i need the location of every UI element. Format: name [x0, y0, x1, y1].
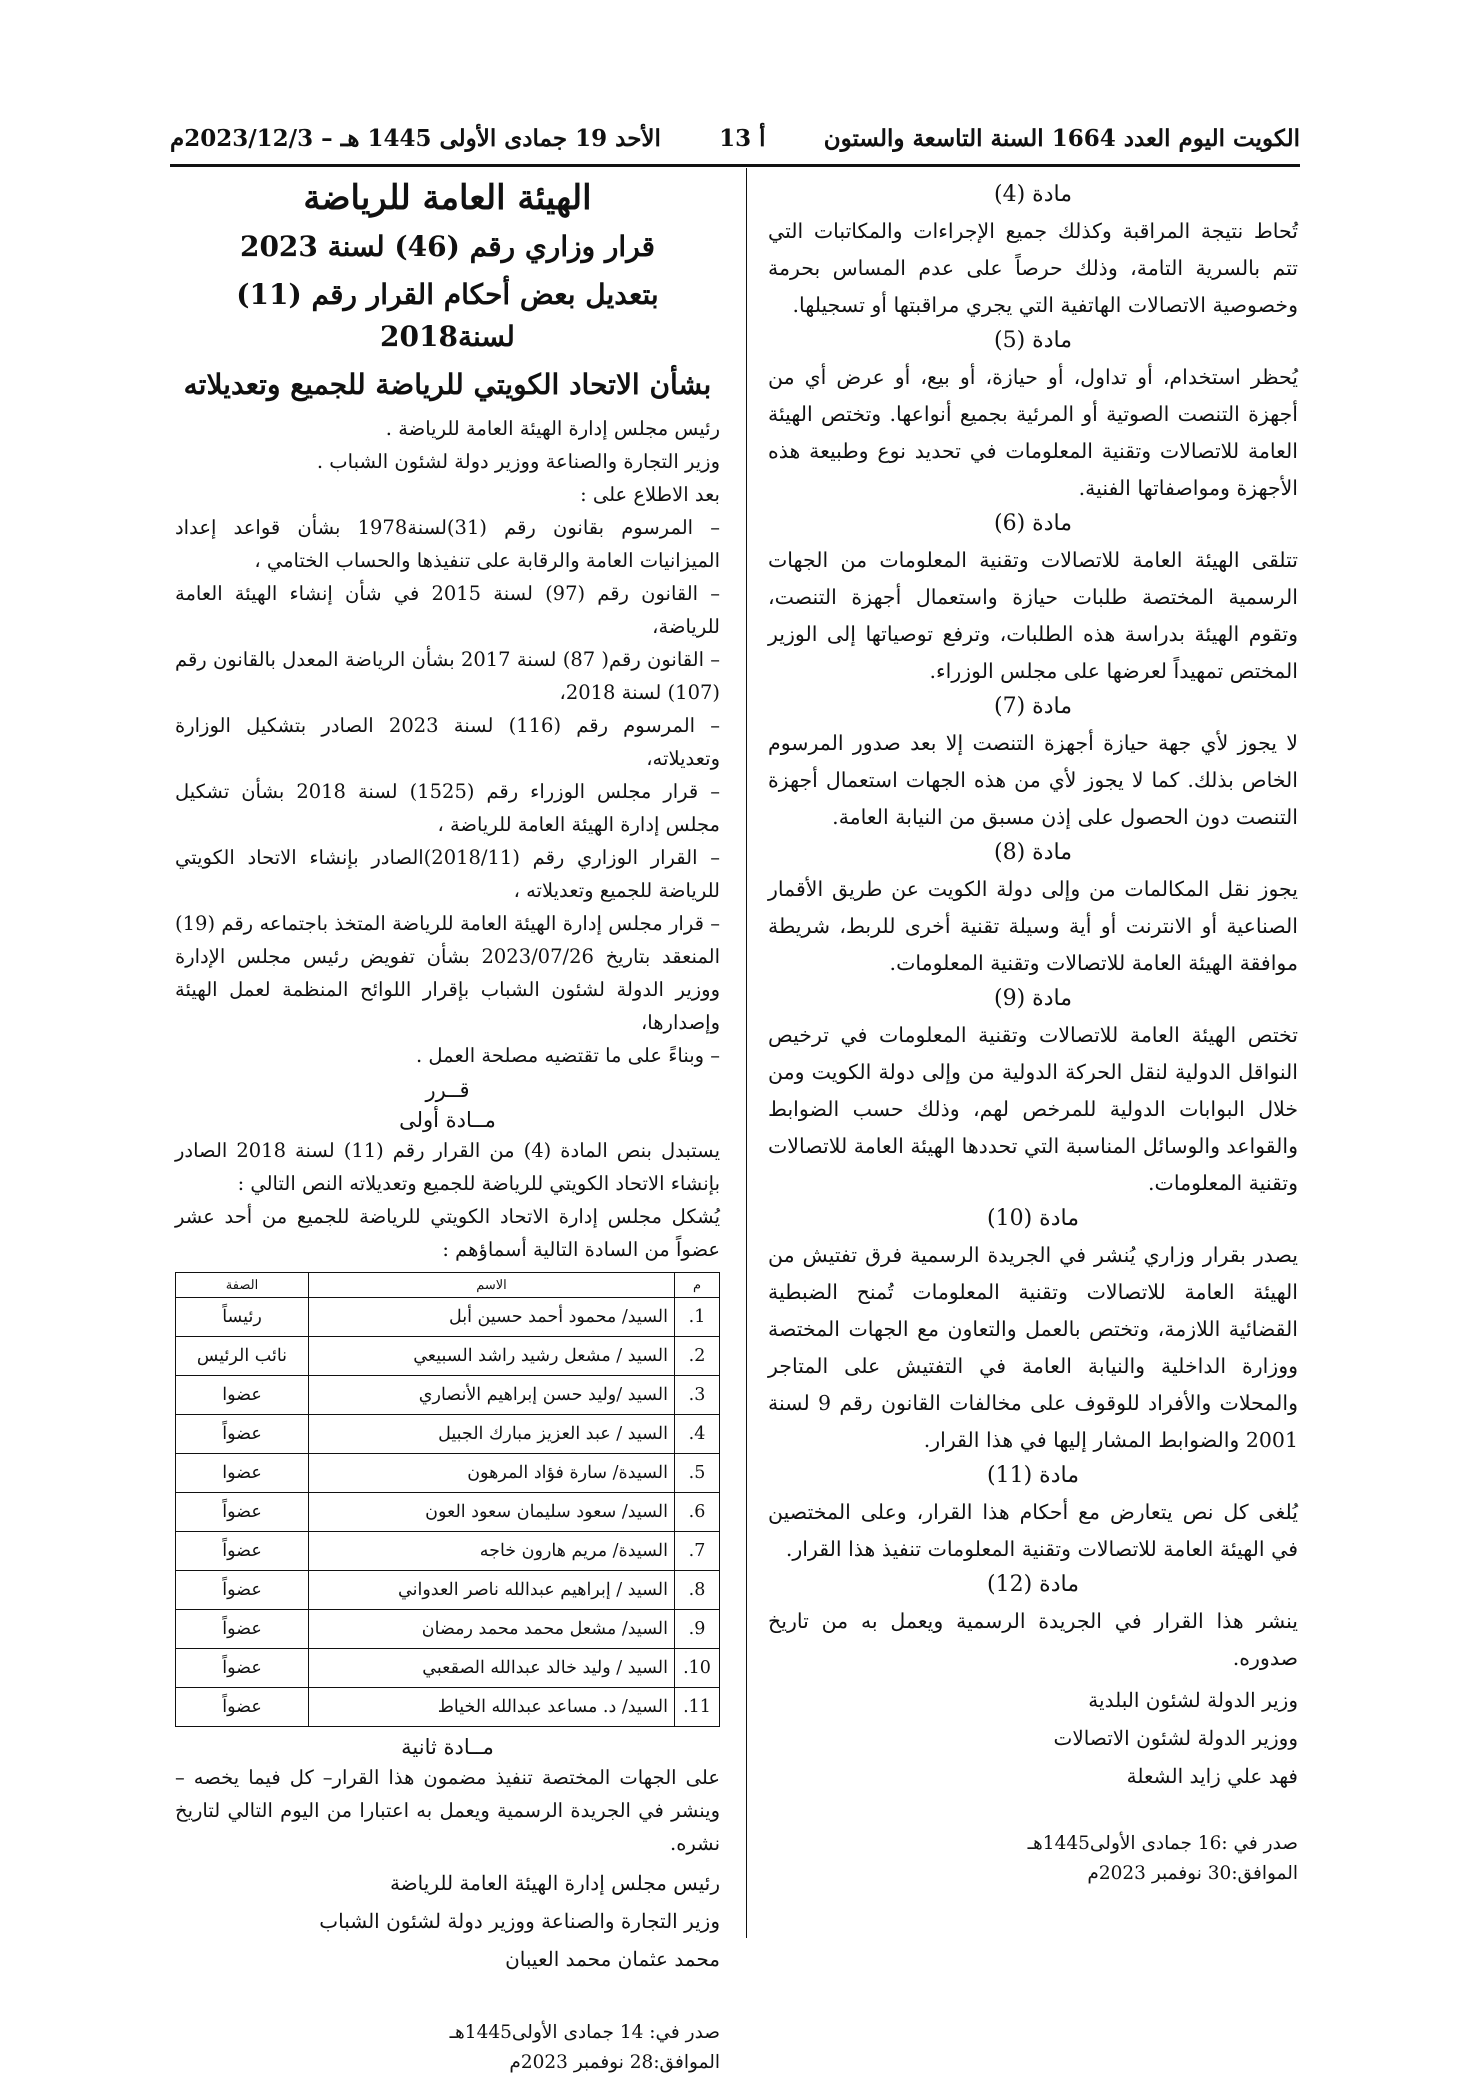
member-role: عضوا [176, 1376, 309, 1415]
member-role: عضوا [176, 1454, 309, 1493]
reference-item: – وبناءً على ما تقتضيه مصلحة العمل . [416, 1044, 720, 1067]
right-column [768, 178, 1298, 1889]
table-header-row [176, 1273, 720, 1298]
article-2-text: على الجهات المختصة تنفيذ مضمون هذا القرار– كل فيما يخصه – وينشر في الجريدة الرسمية ويعمل به اعتبارا من اليوم التالي لتاريخ نشره. [175, 1766, 720, 1855]
intro-line: رئيس مجلس إدارة الهيئة العامة للرياضة . [385, 417, 720, 440]
issued-date: صدر في: 14 جمادى الأولى1445هـ [449, 2022, 720, 2043]
table-row [176, 1454, 720, 1493]
column-header-role: الصفة [176, 1273, 309, 1298]
decided-heading: قــرر [425, 1078, 470, 1102]
member-name: السيد/ سعود سليمان سعود العون [309, 1493, 675, 1532]
row-number: 7. [675, 1532, 720, 1571]
article-text: يُلغى كل نص يتعارض مع أحكام هذا القرار، وعلى المختصين في الهيئة العامة للاتصالات وتقنية المعلومات تنفيذ هذا القرار. [768, 1500, 1298, 1561]
board-members-table [175, 1272, 720, 1727]
left-column [175, 178, 720, 2078]
row-number: 1. [675, 1298, 720, 1337]
article-6 [768, 511, 1298, 690]
member-role: رئيساً [176, 1298, 309, 1337]
left-signature-block [175, 1864, 720, 1978]
article-11 [768, 1463, 1298, 1568]
article-text: يصدر بقرار وزاري يُنشر في الجريدة الرسمية فرق تفتيش من الهيئة العامة للاتصالات وتقنية المعلومات تُمنح الضبطية القضائية اللازمة، وتختص بالعمل والتعاون مع الجهات المختصة ووزارة الداخلية والنيابة العامة في التفتيش على المتاجر والمحلات والأفراد للوقوف على مخالفات القانون رقم 9 لسنة 2001 والضوابط المشار إليها في هذا القرار. [768, 1243, 1298, 1452]
row-number: 9. [675, 1610, 720, 1649]
article-title: مادة (12) [987, 1572, 1079, 1597]
article-10 [768, 1206, 1298, 1459]
article-title: مادة (10) [987, 1206, 1079, 1231]
table-row [176, 1610, 720, 1649]
member-role: عضواً [176, 1532, 309, 1571]
article-1-title: مــادة أولى [399, 1108, 496, 1132]
table-row [176, 1337, 720, 1376]
decree-title: قرار وزاري رقم (46) لسنة 2023 [239, 230, 656, 263]
article-title: مادة (11) [987, 1463, 1079, 1488]
row-number: 10. [675, 1649, 720, 1688]
article-8 [768, 840, 1298, 982]
header-date: الأحد 19 جمادى الأولى 1445 هـ – 2023/12/3م [170, 124, 661, 152]
article-text: تُحاط نتيجة المراقبة وكذلك جميع الإجراءات والمكاتبات التي تتم بالسرية التامة، وذلك حرصاً على عدم المساس بحرمة وخصوصية الاتصالات الهاتفية التي يجري مراقبتها أو تسجيلها. [768, 219, 1298, 317]
member-role: عضواً [176, 1688, 309, 1727]
signature-line: وزير التجارة والصناعة ووزير دولة لشئون الشباب [319, 1909, 720, 1933]
reference-item: – القرار الوزاري رقم (2018/11)الصادر بإنشاء الاتحاد الكويتي للرياضة للجميع وتعديلاته ، [175, 846, 720, 902]
table-row [176, 1415, 720, 1454]
member-name: السيد/ د. مساعد عبدالله الخياط [309, 1688, 675, 1727]
row-number: 4. [675, 1415, 720, 1454]
member-role: عضواً [176, 1415, 309, 1454]
row-number: 8. [675, 1571, 720, 1610]
article-2-title: مــادة ثانية [401, 1735, 494, 1759]
reference-item: – قرار مجلس الوزراء رقم (1525) لسنة 2018 بشأن تشكيل مجلس إدارة الهيئة العامة للرياضة ، [175, 780, 720, 836]
article-1-text: يُشكل مجلس إدارة الاتحاد الكويتي للرياضة للجميع من أحد عشر عضواً من السادة التالية أسماؤهم : [175, 1205, 720, 1261]
article-title: مادة (7) [994, 694, 1072, 719]
article-4 [768, 182, 1298, 324]
signature-name: محمد عثمان محمد العيبان [505, 1947, 720, 1971]
article-text: لا يجوز لأي جهة حيازة أجهزة التنصت إلا بعد صدور المرسوم الخاص بذلك. كما لا يجوز لأي من هذه الجهات استعمال أجهزة التنصت دون الحصول على إذن مسبق من النيابة العامة. [768, 731, 1298, 829]
member-name: السيدة/ سارة فؤاد المرهون [309, 1454, 675, 1493]
article-text: يجوز نقل المكالمات من وإلى دولة الكويت عن طريق الأقمار الصناعية أو الانترنت أو أية وسيلة تقنية أخرى للربط، شريطة موافقة الهيئة العامة للاتصالات وتقنية المعلومات. [768, 877, 1298, 975]
reference-item: – قرار مجلس إدارة الهيئة العامة للرياضة المتخذ باجتماعه رقم (19) المنعقد بتاريخ 2023/07/26 بشأن تفويض رئيس مجلس الإدارة ووزير الدولة لشئون الشباب بإقرار اللوائح المنظمة لعمل الهيئة وإصدارها، [175, 912, 720, 1034]
article-1-text: يستبدل بنص المادة (4) من القرار رقم (11) لسنة 2018 الصادر بإنشاء الاتحاد الكويتي للرياضة للجميع وتعديلاته النص التالي : [175, 1139, 721, 1195]
member-name: السيد / مشعل رشيد راشد السبيعي [309, 1337, 675, 1376]
row-number: 5. [675, 1454, 720, 1493]
header-rule [170, 164, 1300, 167]
member-name: السيد / وليد خالد عبدالله الصقعبي [309, 1649, 675, 1688]
column-header-name: الاسم [309, 1273, 675, 1298]
member-name: السيد /وليد حسن إبراهيم الأنصاري [309, 1376, 675, 1415]
corresponding-date: الموافق:30 نوفمبر 2023م [1087, 1863, 1298, 1884]
reference-item: – المرسوم بقانون رقم (31)لسنة1978 بشأن قواعد إعداد الميزانيات العامة والرقابة على تنفيذها والحساب الختامي ، [175, 516, 720, 572]
signature-line: رئيس مجلس إدارة الهيئة العامة للرياضة [389, 1871, 720, 1895]
table-row [176, 1493, 720, 1532]
member-name: السيد/ محمود أحمد حسين أبل [309, 1298, 675, 1337]
signature-line: وزير الدولة لشئون البلدية [1088, 1688, 1298, 1712]
intro-line: بعد الاطلاع على : [580, 483, 720, 506]
article-title: مادة (4) [994, 182, 1072, 207]
reference-item: – المرسوم رقم (116) لسنة 2023 الصادر بتشكيل الوزارة وتعديلاته، [175, 714, 720, 770]
member-role: عضواً [176, 1571, 309, 1610]
article-title: مادة (9) [994, 986, 1072, 1011]
right-signature-block [768, 1681, 1298, 1795]
authority-title: الهيئة العامة للرياضة [303, 178, 592, 218]
table-row [176, 1298, 720, 1337]
header-page-number: أ 13 [719, 124, 766, 152]
member-name: السيد / إبراهيم عبدالله ناصر العدواني [309, 1571, 675, 1610]
right-issue-date [768, 1829, 1298, 1889]
member-role: عضواً [176, 1610, 309, 1649]
column-header-number: م [675, 1273, 720, 1298]
article-text: يُحظر استخدام، أو تداول، أو حيازة، أو بيع، أو عرض أي من أجهزة التنصت الصوتية أو المرئية بجميع أنواعها. وتختص الهيئة العامة للاتصالات وتقنية المعلومات في تحديد نوع وطبيعة هذه الأجهزة ومواصفاتها الفنية. [768, 365, 1298, 500]
row-number: 2. [675, 1337, 720, 1376]
article-9 [768, 986, 1298, 1202]
row-number: 6. [675, 1493, 720, 1532]
table-row [176, 1571, 720, 1610]
table-row [176, 1532, 720, 1571]
article-12 [768, 1572, 1298, 1677]
row-number: 11. [675, 1688, 720, 1727]
article-5 [768, 328, 1298, 507]
article-text: تتلقى الهيئة العامة للاتصالات وتقنية المعلومات من الجهات الرسمية المختصة طلبات حيازة واستعمال أجهزة التنصت، وتقوم الهيئة بدراسة هذه الطلبات، وترفع توصياتها إلى الوزير المختص تمهيداً لعرضها على مجلس الوزراء. [768, 548, 1298, 683]
member-name: السيدة/ مريم هارون خاجه [309, 1532, 675, 1571]
signature-name: فهد علي زايد الشعلة [1126, 1764, 1298, 1788]
member-name: السيد/ مشعل محمد محمد رمضان [309, 1610, 675, 1649]
member-role: نائب الرئيس [176, 1337, 309, 1376]
corresponding-date: الموافق:28 نوفمبر 2023م [509, 2052, 720, 2073]
left-issue-date [175, 2018, 720, 2078]
page-header [170, 118, 1300, 158]
decree-subtitle: بشأن الاتحاد الكويتي للرياضة للجميع وتعديلاته [183, 368, 712, 401]
row-number: 3. [675, 1376, 720, 1415]
issued-date: صدر في :16 جمادى الأولى1445هـ [1027, 1833, 1298, 1854]
reference-item: – القانون رقم( 87) لسنة 2017 بشأن الرياضة المعدل بالقانون رقم (107) لسنة 2018، [175, 648, 720, 704]
table-row [176, 1376, 720, 1415]
article-text: ينشر هذا القرار في الجريدة الرسمية ويعمل به من تاريخ صدوره. [768, 1609, 1298, 1670]
column-divider [746, 168, 747, 1938]
table-row [176, 1649, 720, 1688]
member-role: عضواً [176, 1649, 309, 1688]
article-title: مادة (5) [994, 328, 1072, 353]
article-title: مادة (6) [994, 511, 1072, 536]
article-text: تختص الهيئة العامة للاتصالات وتقنية المعلومات في ترخيص النواقل الدولية لنقل الحركة الدولية من وإلى دولة الكويت ومن خلال البوابات الدولية للمرخص لهم، وذلك حسب الضوابط والقواعد والوسائل المناسبة التي تحددها الهيئة العامة للاتصالات وتقنية المعلومات. [768, 1023, 1298, 1195]
intro-line: وزير التجارة والصناعة ووزير دولة لشئون الشباب . [316, 450, 720, 473]
member-name: السيد / عبد العزيز مبارك الجبيل [309, 1415, 675, 1454]
article-title: مادة (8) [994, 840, 1072, 865]
member-role: عضواً [176, 1493, 309, 1532]
reference-item: – القانون رقم (97) لسنة 2015 في شأن إنشاء الهيئة العامة للرياضة، [175, 582, 721, 638]
article-7 [768, 694, 1298, 836]
signature-line: ووزير الدولة لشئون الاتصالات [1053, 1726, 1298, 1750]
decree-subtitle: بتعديل بعض أحكام القرار رقم (11) لسنة2018 [236, 278, 659, 353]
header-issue: الكويت اليوم العدد 1664 السنة التاسعة والستون [823, 124, 1300, 152]
table-row [176, 1688, 720, 1727]
